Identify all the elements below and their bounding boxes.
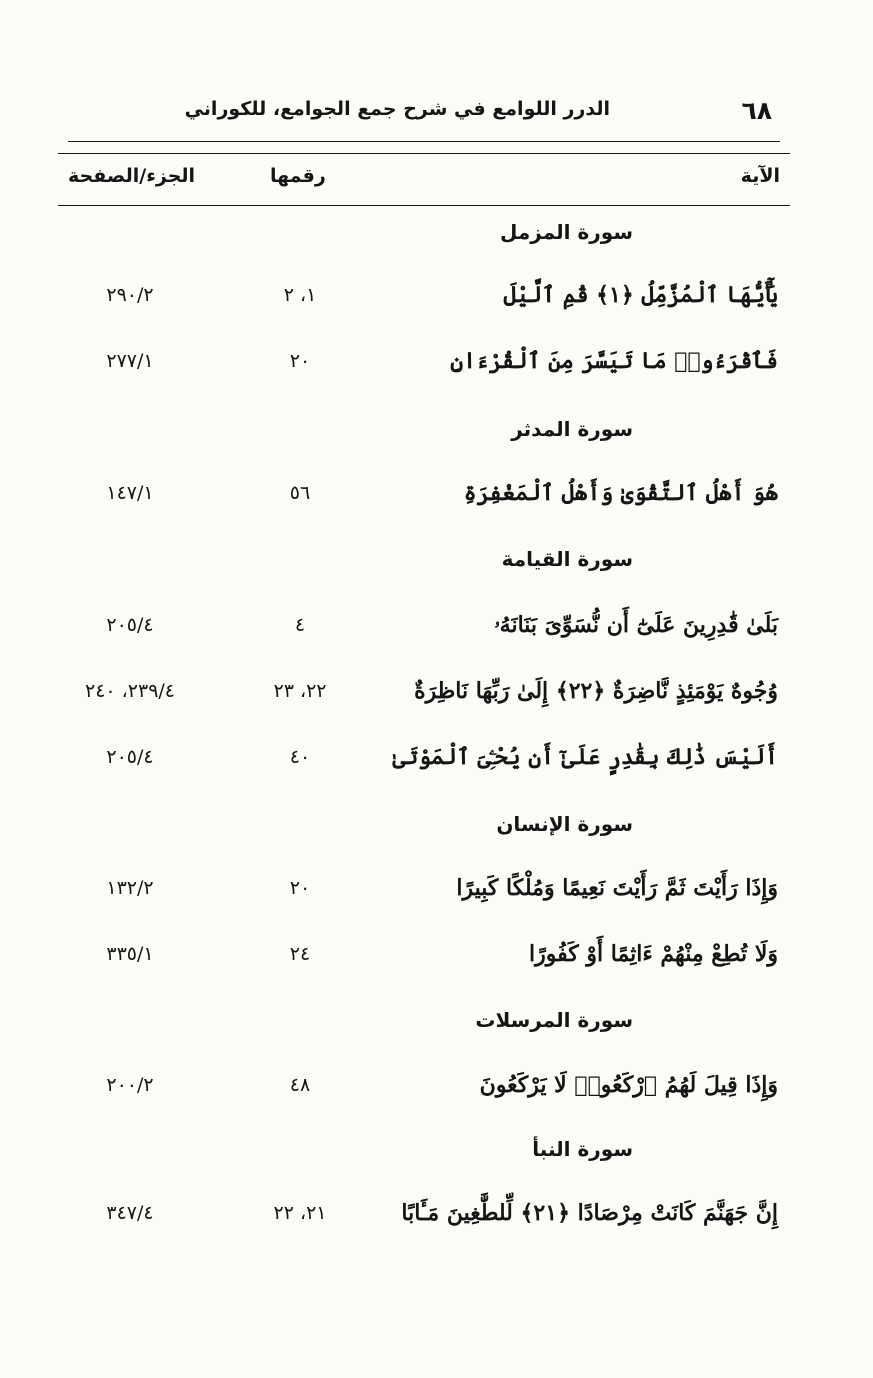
table-top-rule <box>58 153 790 154</box>
surah-title: سورة القيامة <box>501 547 633 571</box>
ayah-number: ٢٠ <box>289 877 311 899</box>
ayah-text: وَإِذَا قِيلَ لَهُمُ ٱرْكَعُوا۟ لَا يَرْكَعُونَ <box>479 1072 778 1098</box>
surah-heading <box>0 1008 873 1052</box>
table-row <box>0 941 873 985</box>
volume-page: ١٣٢/٢ <box>106 877 154 899</box>
book-title: الدرر اللوامع في شرح جمع الجوامع، للكوراني <box>184 98 610 120</box>
volume-page: ٢٧٧/١ <box>106 350 154 372</box>
ayah-text: وَإِذَا رَأَيْتَ ثَمَّ رَأَيْتَ نَعِيمًا وَمُلْكًا كَبِيرًا <box>456 875 778 901</box>
table-row <box>0 678 873 722</box>
ayah-text: هُوَ أَهْلُ ٱلتَّقْوَىٰ وَأَهْلُ ٱلْمَغْفِرَةِ <box>463 480 778 506</box>
table-row <box>0 875 873 919</box>
ayah-text: بَلَىٰ قَٰدِرِينَ عَلَىٰٓ أَن نُّسَوِّىَ بَنَانَهُۥ <box>494 612 778 638</box>
surah-title: سورة المدثر <box>511 417 633 441</box>
table-row <box>0 480 873 524</box>
surah-heading <box>0 220 873 264</box>
ayah-number: ٤ <box>294 614 306 636</box>
ayah-number: ٢٠ <box>289 350 311 372</box>
header-rule <box>68 141 780 142</box>
column-header-reference: الجزء/الصفحة <box>68 165 196 187</box>
column-header-number: رقمها <box>270 165 326 187</box>
volume-page: ٣٣٥/١ <box>106 943 154 965</box>
ayah-text: وُجُوهٌ يَوْمَئِذٍ نَّاضِرَةٌ ﴿٢٢﴾ إِلَىٰ رَبِّهَا نَاظِرَةٌ <box>414 678 778 704</box>
volume-page: ٢٩٠/٢ <box>106 284 154 306</box>
surah-title: سورة المزمل <box>500 220 633 244</box>
ayah-text: وَلَا تُطِعْ مِنْهُمْ ءَاثِمًا أَوْ كَفُورًا <box>529 941 778 967</box>
table-header-rule <box>58 205 790 206</box>
table-row <box>0 348 873 392</box>
surah-heading <box>0 1137 873 1181</box>
page-number: ٦٨ <box>741 96 772 125</box>
surah-title: سورة النبأ <box>532 1137 633 1161</box>
running-header <box>60 96 780 136</box>
volume-page: ٢٠٥/٤ <box>106 614 154 636</box>
surah-title: سورة الإنسان <box>496 812 633 836</box>
ayah-number: ٥٦ <box>289 482 311 504</box>
volume-page: ١٤٧/١ <box>106 482 154 504</box>
ayah-text: فَٱقْرَءُوا۟ مَا تَيَسَّرَ مِنَ ٱلْقُرْءَانِ <box>450 348 778 374</box>
surah-heading <box>0 547 873 591</box>
ayah-text: إِنَّ جَهَنَّمَ كَانَتْ مِرْصَادًا ﴿٢١﴾ لِّلطَّٰغِينَ مَـَٔابًا <box>401 1200 778 1226</box>
ayah-number: ٤٨ <box>289 1074 311 1096</box>
surah-title: سورة المرسلات <box>475 1008 633 1032</box>
ayah-number: ١، ٢ <box>283 284 317 306</box>
volume-page: ٢٣٩/٤، ٢٤٠ <box>84 680 176 702</box>
table-row <box>0 1072 873 1116</box>
table-row <box>0 744 873 788</box>
ayah-text: يَٰٓأَيُّهَا ٱلْمُزَّمِّلُ ﴿١﴾ قُمِ ٱلَّيْلَ <box>503 282 778 308</box>
ayah-number: ٤٠ <box>289 746 311 768</box>
ayah-number: ٢٢، ٢٣ <box>273 680 327 702</box>
volume-page: ٢٠٥/٤ <box>106 746 154 768</box>
volume-page: ٢٠٠/٢ <box>106 1074 154 1096</box>
surah-heading <box>0 812 873 856</box>
table-row <box>0 612 873 656</box>
table-row <box>0 282 873 326</box>
surah-heading <box>0 417 873 461</box>
ayah-text: أَلَيْسَ ذَٰلِكَ بِقَٰدِرٍ عَلَىٰٓ أَن يُحْـِۧىَ ٱلْمَوْتَىٰ <box>392 744 778 770</box>
volume-page: ٣٤٧/٤ <box>106 1202 154 1224</box>
table-row <box>0 1200 873 1244</box>
ayah-number: ٢٤ <box>289 943 311 965</box>
column-header-ayah: الآية <box>740 165 780 187</box>
ayah-number: ٢١، ٢٢ <box>273 1202 327 1224</box>
